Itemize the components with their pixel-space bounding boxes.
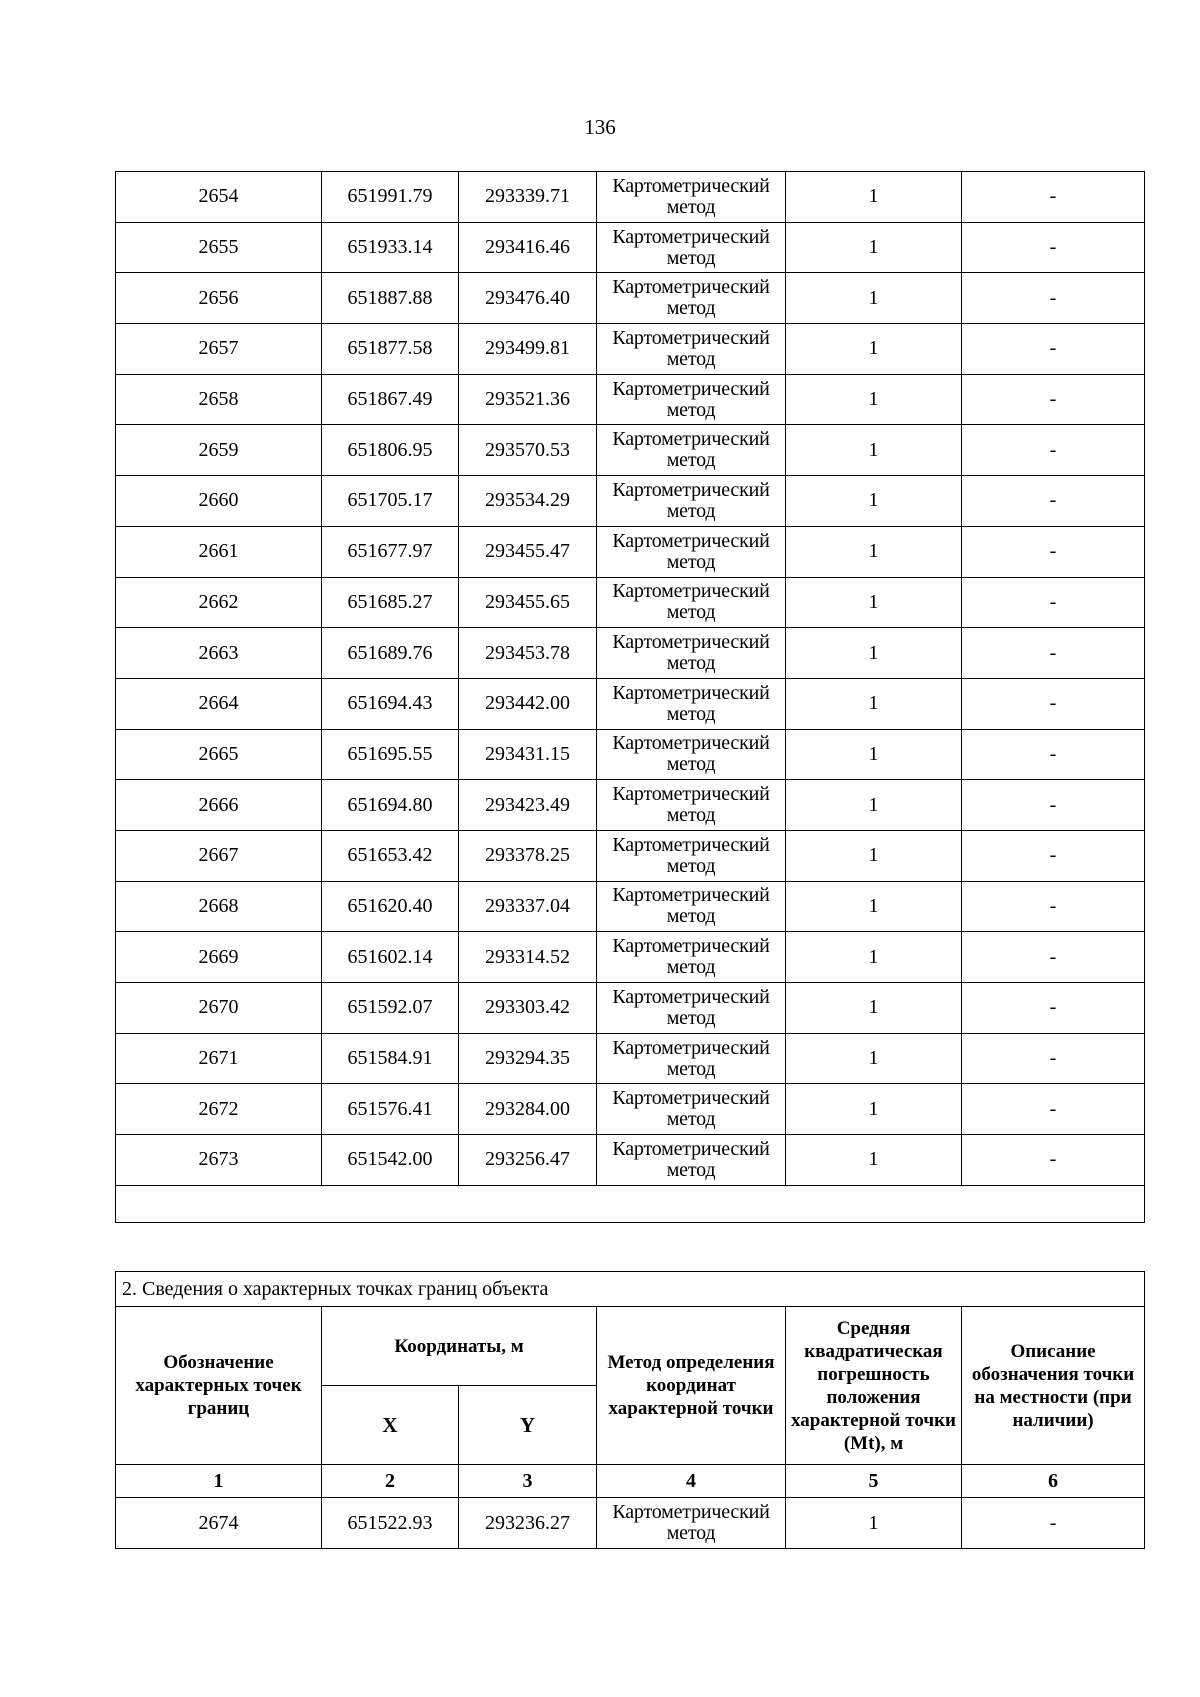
point-cell: 2666 [116,780,322,831]
y-cell: 293256.47 [459,1135,597,1186]
empty-cell [116,1185,1145,1222]
table-row [116,983,1145,1034]
table-row [116,932,1145,983]
x-cell: 651689.76 [322,628,459,679]
table-row [116,1084,1145,1135]
method-cell [597,476,786,527]
description-cell: - [962,425,1145,476]
x-cell: 651694.43 [322,678,459,729]
accuracy-cell: 1 [786,881,962,932]
method-line-1: Картометрический [612,985,770,1008]
header-accuracy: Средняя квадратическая погрешность положения характерной точки (Mt), м [786,1307,962,1465]
method-cell [597,780,786,831]
coordinates-table-continued [115,171,1145,1223]
y-cell: 293423.49 [459,780,597,831]
section-title: 2. Сведения о характерных точках границ объекта [116,1272,1145,1307]
boundary-points-table [115,1271,1145,1549]
point-cell: 2672 [116,1084,322,1135]
method-line-1: Картометрический [612,529,770,552]
description-cell: - [962,1084,1145,1135]
x-cell: 651576.41 [322,1084,459,1135]
method-line-1: Картометрический [612,681,770,704]
empty-row [116,1185,1145,1222]
description-cell: - [962,273,1145,324]
description-cell: - [962,983,1145,1034]
point-cell: 2664 [116,678,322,729]
method-line-1: Картометрический [612,276,770,299]
accuracy-cell: 1 [786,577,962,628]
method-line-1: Картометрический [612,1501,770,1523]
method-line-1: Картометрический [612,631,770,654]
method-cell [597,273,786,324]
accuracy-cell: 1 [786,425,962,476]
accuracy-cell: 1 [786,172,962,223]
y-cell: 293339.71 [459,172,597,223]
table-row [116,273,1145,324]
method-line-1: Картометрический [612,732,770,755]
point-cell: 2657 [116,324,322,375]
table-row [116,780,1145,831]
column-number: 5 [786,1465,962,1498]
method-line-2: метод [666,195,716,218]
description-cell: - [962,222,1145,273]
x-cell: 651695.55 [322,729,459,780]
point-cell: 2656 [116,273,322,324]
x-cell: 651705.17 [322,476,459,527]
description-cell: - [962,526,1145,577]
point-cell: 2660 [116,476,322,527]
description-cell: - [962,476,1145,527]
header-method: Метод определения координат характерной точки [597,1307,786,1465]
method-cell [597,932,786,983]
x-cell: 651542.00 [322,1135,459,1186]
x-cell: 651685.27 [322,577,459,628]
table-row [116,628,1145,679]
point-cell: 2669 [116,932,322,983]
method-line-1: Картометрический [612,833,770,856]
method-cell [597,374,786,425]
description-cell: - [962,1033,1145,1084]
accuracy-cell: 1 [786,780,962,831]
accuracy-cell: 1 [786,1084,962,1135]
point-cell: 2674 [116,1498,322,1549]
y-cell: 293416.46 [459,222,597,273]
method-cell [597,577,786,628]
point-cell: 2673 [116,1135,322,1186]
method-line-1: Картометрический [612,225,770,248]
description-cell: - [962,1498,1145,1549]
method-cell [597,983,786,1034]
point-cell: 2670 [116,983,322,1034]
method-line-2: метод [666,1057,716,1080]
method-cell [597,1084,786,1135]
method-line-2: метод [666,652,716,675]
point-cell: 2663 [116,628,322,679]
table-row [116,476,1145,527]
table-row [116,324,1145,375]
y-cell: 293337.04 [459,881,597,932]
point-cell: 2665 [116,729,322,780]
table-row [116,830,1145,881]
method-line-2: метод [666,398,716,421]
description-cell: - [962,374,1145,425]
y-cell: 293570.53 [459,425,597,476]
point-cell: 2668 [116,881,322,932]
header-point-designation: Обозначение характерных точек границ [116,1307,322,1465]
point-cell: 2671 [116,1033,322,1084]
y-cell: 293442.00 [459,678,597,729]
method-line-1: Картометрический [612,1137,770,1160]
table-row [116,425,1145,476]
accuracy-cell: 1 [786,476,962,527]
method-line-2: метод [666,1158,716,1181]
method-line-2: метод [666,601,716,624]
column-number: 1 [116,1465,322,1498]
x-cell: 651653.42 [322,830,459,881]
column-number: 2 [322,1465,459,1498]
description-cell: - [962,324,1145,375]
accuracy-cell: 1 [786,628,962,679]
method-cell [597,324,786,375]
y-cell: 293314.52 [459,932,597,983]
method-line-2: метод [666,854,716,877]
y-cell: 293521.36 [459,374,597,425]
method-line-1: Картометрический [612,428,770,451]
description-cell: - [962,932,1145,983]
accuracy-cell: 1 [786,526,962,577]
table-row [116,881,1145,932]
y-cell: 293303.42 [459,983,597,1034]
accuracy-cell: 1 [786,273,962,324]
method-line-2: метод [666,753,716,776]
method-cell [597,1033,786,1084]
x-cell: 651877.58 [322,324,459,375]
table-row [116,526,1145,577]
y-cell: 293455.65 [459,577,597,628]
header-x: X [322,1386,459,1465]
description-cell: - [962,172,1145,223]
table-row [116,172,1145,223]
column-number: 6 [962,1465,1145,1498]
description-cell: - [962,729,1145,780]
point-cell: 2667 [116,830,322,881]
column-number: 3 [459,1465,597,1498]
method-line-2: метод [666,347,716,370]
method-line-2: метод [666,1006,716,1029]
method-cell [597,222,786,273]
method-line-1: Картометрический [612,580,770,603]
x-cell: 651522.93 [322,1498,459,1549]
description-cell: - [962,830,1145,881]
x-cell: 651933.14 [322,222,459,273]
y-cell: 293294.35 [459,1033,597,1084]
method-cell [597,830,786,881]
method-line-1: Картометрический [612,1087,770,1110]
accuracy-cell: 1 [786,1135,962,1186]
method-cell [597,526,786,577]
table-row [116,1498,1145,1549]
accuracy-cell: 1 [786,324,962,375]
point-cell: 2654 [116,172,322,223]
method-line-1: Картометрический [612,326,770,349]
y-cell: 293236.27 [459,1498,597,1549]
y-cell: 293499.81 [459,324,597,375]
accuracy-cell: 1 [786,983,962,1034]
table-row [116,374,1145,425]
header-coordinates: Координаты, м [322,1307,597,1386]
x-cell: 651694.80 [322,780,459,831]
description-cell: - [962,678,1145,729]
method-cell [597,881,786,932]
accuracy-cell: 1 [786,222,962,273]
point-cell: 2659 [116,425,322,476]
point-cell: 2662 [116,577,322,628]
method-line-2: метод [666,956,716,979]
point-cell: 2655 [116,222,322,273]
accuracy-cell: 1 [786,932,962,983]
y-cell: 293284.00 [459,1084,597,1135]
x-cell: 651602.14 [322,932,459,983]
accuracy-cell: 1 [786,678,962,729]
table-row [116,1135,1145,1186]
table-row [116,729,1145,780]
y-cell: 293455.47 [459,526,597,577]
accuracy-cell: 1 [786,374,962,425]
accuracy-cell: 1 [786,830,962,881]
column-number: 4 [597,1465,786,1498]
table-row [116,1033,1145,1084]
method-line-2: метод [666,905,716,928]
x-cell: 651677.97 [322,526,459,577]
x-cell: 651991.79 [322,172,459,223]
method-line-1: Картометрический [612,377,770,400]
point-cell: 2661 [116,526,322,577]
method-line-2: метод [666,297,716,320]
description-cell: - [962,881,1145,932]
method-cell [597,628,786,679]
method-line-2: метод [666,1108,716,1131]
method-line-1: Картометрический [612,935,770,958]
accuracy-cell: 1 [786,1033,962,1084]
method-line-1: Картометрический [612,174,770,197]
accuracy-cell: 1 [786,1498,962,1549]
y-cell: 293476.40 [459,273,597,324]
x-cell: 651867.49 [322,374,459,425]
method-cell [597,678,786,729]
x-cell: 651887.88 [322,273,459,324]
description-cell: - [962,628,1145,679]
method-line-2: метод [666,702,716,725]
header-y: Y [459,1386,597,1465]
page-number: 136 [584,115,616,139]
method-line-2: метод [666,1522,716,1544]
accuracy-cell: 1 [786,729,962,780]
table-row [116,678,1145,729]
y-cell: 293378.25 [459,830,597,881]
y-cell: 293534.29 [459,476,597,527]
method-line-1: Картометрический [612,1036,770,1059]
method-cell [597,172,786,223]
table-row [116,222,1145,273]
header-description: Описание обозначения точки на местности (при наличии) [962,1307,1145,1465]
description-cell: - [962,577,1145,628]
y-cell: 293453.78 [459,628,597,679]
method-cell [597,1135,786,1186]
x-cell: 651620.40 [322,881,459,932]
method-line-2: метод [666,499,716,522]
method-cell [597,1498,786,1549]
method-line-1: Картометрический [612,478,770,501]
x-cell: 651806.95 [322,425,459,476]
method-line-2: метод [666,550,716,573]
method-line-2: метод [666,449,716,472]
y-cell: 293431.15 [459,729,597,780]
method-line-1: Картометрический [612,783,770,806]
method-line-2: метод [666,804,716,827]
table-row [116,577,1145,628]
description-cell: - [962,780,1145,831]
method-line-1: Картометрический [612,884,770,907]
x-cell: 651592.07 [322,983,459,1034]
x-cell: 651584.91 [322,1033,459,1084]
point-cell: 2658 [116,374,322,425]
method-cell [597,425,786,476]
method-cell [597,729,786,780]
method-line-2: метод [666,246,716,269]
description-cell: - [962,1135,1145,1186]
